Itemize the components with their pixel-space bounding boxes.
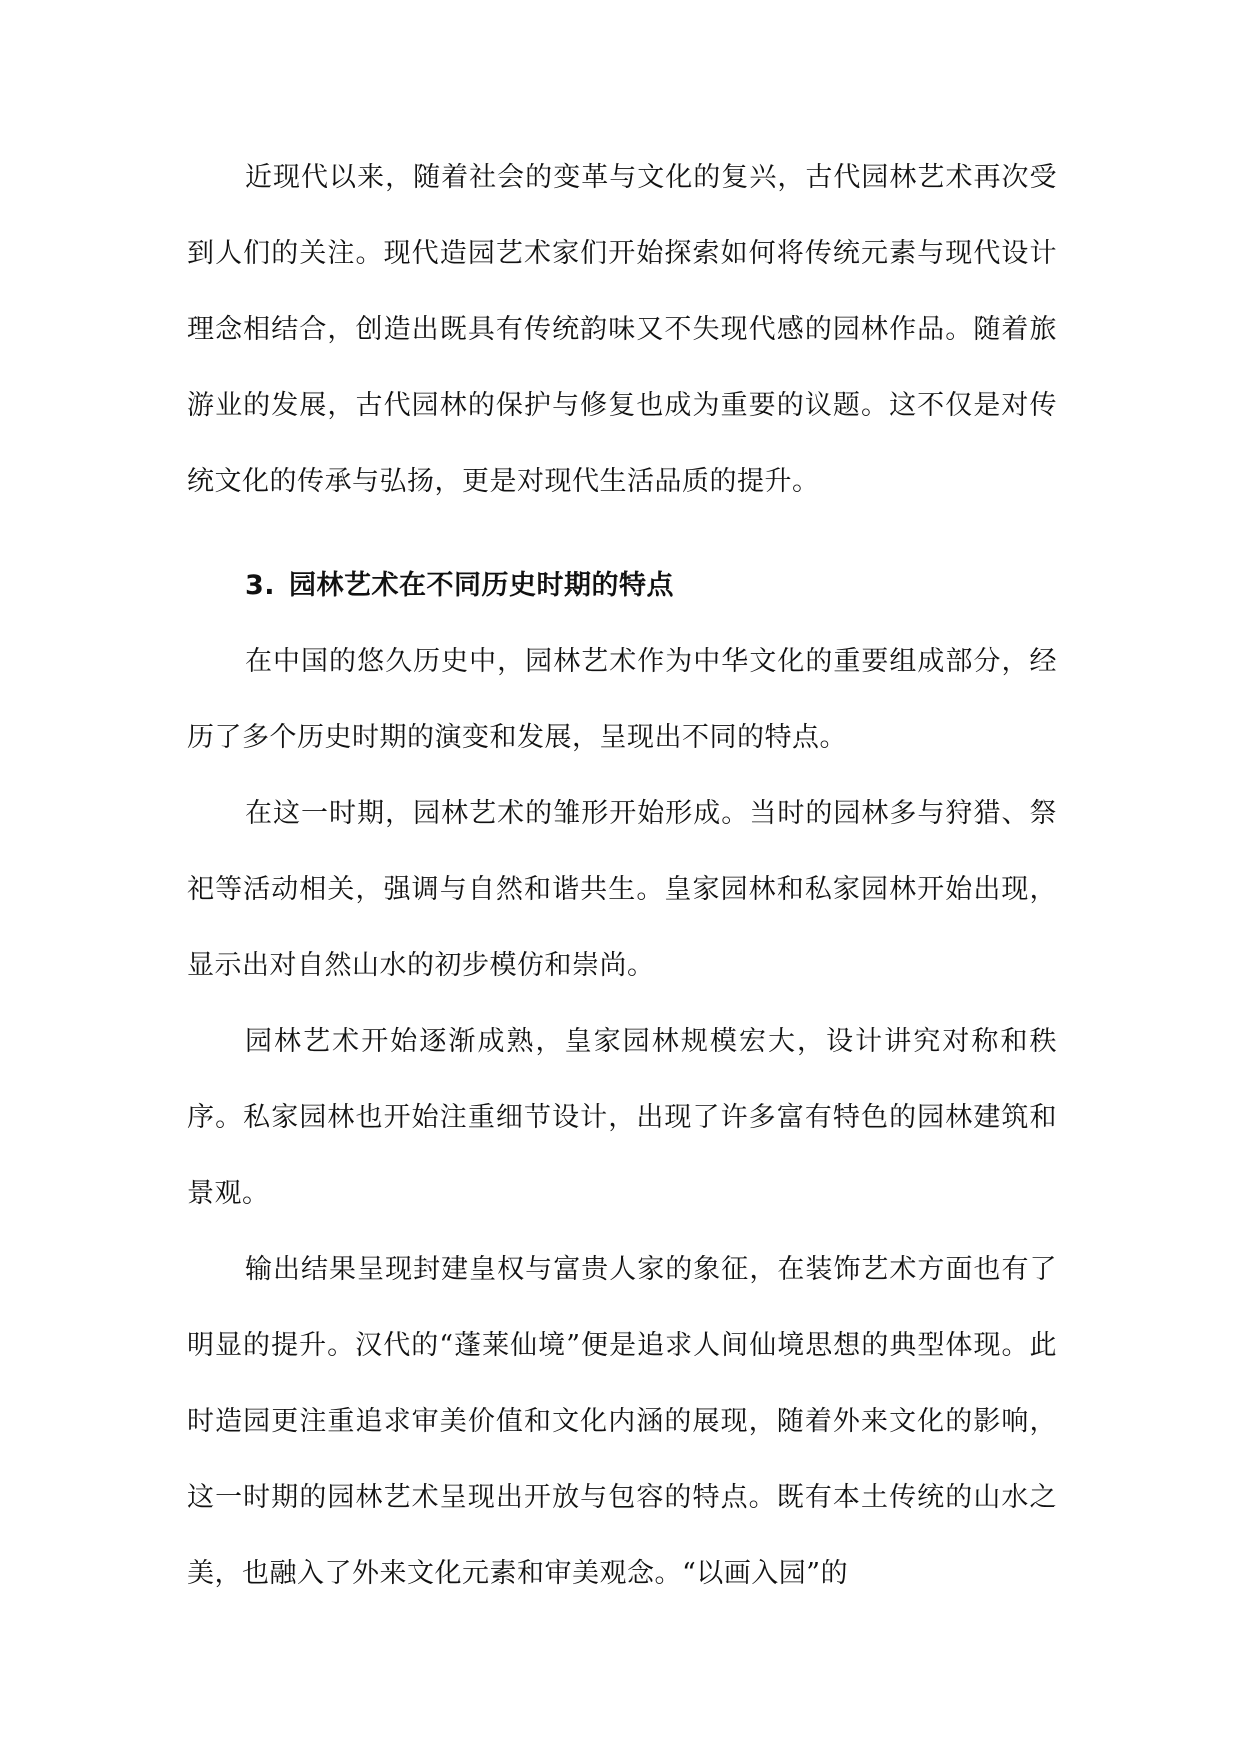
paragraph-imperial-symbol: 输出结果呈现封建皇权与富贵人家的象征，在装饰艺术方面也有了明显的提升。汉代的“蓬莱仙境”便是追求人间仙境思想的典型体现。此时造园更注重追求审美价值和文化内涵的展现，随着外来文化的影响，这一时期的园林艺术呈现出开放与包容的特点。既有本土传统的山水之美，也融入了外来文化元素和审美观念。“以画入园”的 — [187, 1254, 1057, 1589]
paragraph-early-period: 在这一时期，园林艺术的雏形开始形成。当时的园林多与狩猎、祭祀等活动相关，强调与自然和谐共生。皇家园林和私家园林开始出现，显示出对自然山水的初步模仿和崇尚。 — [187, 798, 1057, 981]
paragraph-modern-revival: 近现代以来，随着社会的变革与文化的复兴，古代园林艺术再次受到人们的关注。现代造园艺术家们开始探索如何将传统元素与现代设计理念相结合，创造出既具有传统韵味又不失现代感的园林作品。随着旅游业的发展，古代园林的保护与修复也成为重要的议题。这不仅是对传统文化的传承与弘扬，更是对现代生活品质的提升。 — [187, 162, 1057, 497]
paragraph-maturing-period: 园林艺术开始逐渐成熟，皇家园林规模宏大，设计讲究对称和秩序。私家园林也开始注重细节设计，出现了许多富有特色的园林建筑和景观。 — [187, 1026, 1057, 1209]
document-body — [187, 140, 1057, 1612]
section-number: 3. — [245, 570, 276, 601]
section-heading — [187, 548, 1057, 624]
section-title: 园林艺术在不同历史时期的特点 — [289, 570, 675, 601]
paragraph-intro: 在中国的悠久历史中，园林艺术作为中华文化的重要组成部分，经历了多个历史时期的演变和发展，呈现出不同的特点。 — [187, 646, 1057, 753]
